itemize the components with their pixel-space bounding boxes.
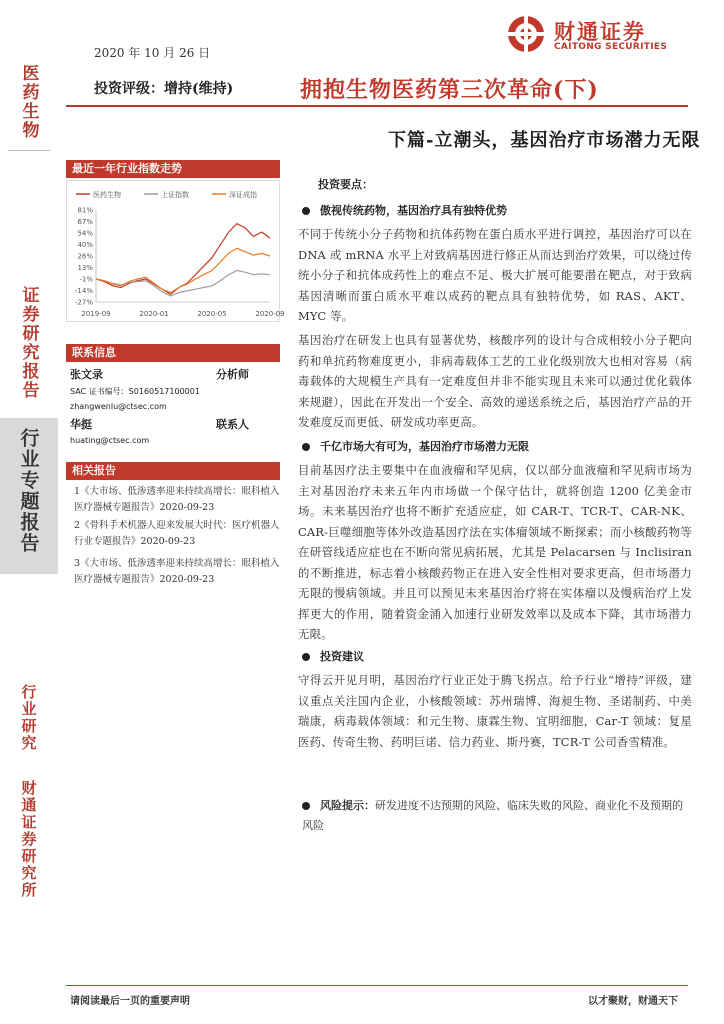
legend-label: 上证指数 [161, 191, 189, 199]
sidebar-industry [0, 64, 58, 140]
header-divider [66, 105, 688, 107]
legend-label: 医药生物 [93, 191, 121, 199]
sidebar-special-text: 行业专题报告 [17, 428, 40, 554]
analyst-role: 分析师 [216, 368, 249, 381]
point-heading-1 [302, 202, 507, 218]
series-line [96, 271, 270, 297]
y-tick-label: -27% [74, 298, 93, 307]
paragraph-2: 基因治疗在研发上也具有显著优势，核酸序列的设计与合成相较小分子靶向药和单抗药物难度更小，非病毒载体工艺的工业化级别放大也相对容易（病毒载体的大规模生产具有一定难度但并非不能实现且未来可以通过优化载体来规避），因此在开发出一个安全、高效的递送系统之后，基因治疗产品的开发难度反而更低、研发成功率更高。 [298, 333, 692, 429]
legend-label: 深证成指 [229, 191, 257, 199]
y-tick-label: -1% [79, 275, 93, 284]
risk-label: 风险提示： [320, 799, 375, 812]
sidebar-report-type-text: 证券研究报告 [18, 286, 39, 400]
related-report-item[interactable]: 1《大市场、低渗透率迎来持续高增长：眼科植入医疗器械专题报告》2020-09-23 [74, 486, 280, 513]
investment-rating: 投资评级：增持(维持) [94, 81, 234, 97]
risk-warning [302, 796, 692, 836]
bullet-icon [302, 802, 310, 810]
key-points-label: 投资要点： [318, 178, 373, 191]
series-line [96, 224, 270, 295]
footer-disclaimer: 请阅读最后一页的重要声明 [70, 996, 190, 1007]
series-line [96, 248, 270, 292]
y-tick-label: 40% [77, 241, 93, 249]
point-heading-2 [302, 438, 529, 454]
sidebar-divider [8, 150, 50, 151]
point-heading-1-text: 傲视传统药物，基因治疗具有独特优势 [320, 204, 507, 217]
y-tick-label: 26% [77, 252, 93, 261]
contact-person-name: 华挺 [70, 418, 92, 431]
caitong-logo-icon [506, 14, 546, 54]
paragraph-4: 守得云开见月明，基因治疗行业正处于腾飞拐点。给予行业“增持”评级，建议重点关注国内企业，小核酸领域：苏州瑞博、海昶生物、圣诺制药、中美瑞康，病毒载体领域：和元生物、康霖生物、宜明细胞，Car-T 领域：复星医药、传奇生物、药明巨诺、信力药业、斯丹赛，TCR-T 公司香雪精准。 [298, 673, 692, 749]
analyst-email[interactable]: zhangwenlu@ctsec.com [70, 402, 167, 411]
y-tick-label: 81% [77, 206, 93, 215]
sidebar-bottom-1-text: 行业研究 [19, 684, 38, 752]
paragraph-3: 目前基因疗法主要集中在血液瘤和罕见病，仅以部分血液瘤和罕见病市场为主对基因治疗未来五年内市场做一个保守估计，就将创造 1200 亿美金市场。未来基因治疗也将不断扩充适应症，如 CAR-T、TCR-T、CAR-NK、CAR-巨噬细胞等体外改造基因疗法在实体瘤领域不断探索；而小核酸药物等在研管线适应症也在不断向常见病拓展，尤其是 Pelacarsen 与 Inclisiran 的不断推进，标志着小核酸药物正在进入安全性相对要求更高，但市场潜力无限的慢病领域。并且可以预见未来基因治疗将在实体瘤以及慢病治疗上发挥更大的作用，随着资金涌入加速行业研发效率以及成本下降，其市场潜力无限。 [298, 463, 692, 641]
analyst-name: 张文录 [70, 368, 103, 381]
analyst-sac: SAC 证书编号：S0160517100001 [70, 387, 200, 396]
bullet-icon [302, 443, 310, 451]
chart-frame [67, 181, 280, 322]
left-sidebar [0, 0, 58, 1024]
point-heading-2-text: 千亿市场大有可为，基因治疗市场潜力无限 [320, 440, 529, 453]
x-tick-label: 2020-01 [139, 310, 169, 318]
contact-person-role: 联系人 [216, 418, 249, 431]
sidebar-bottom-1 [14, 684, 44, 752]
y-tick-label: 13% [77, 264, 93, 272]
paragraph-1: 不同于传统小分子药物和抗体药物在蛋白质水平进行调控，基因治疗可以在 DNA 或 mRNA 水平上对致病基因进行修正从而达到治疗效果，可以绕过传统小分子和抗体成药性上的难点不足、极大扩展可能要潜在靶点，对于致病基因清晰而蛋白质水平难以成药的靶点具有独特优势，如 RAS、AKT、MYC 等。 [298, 227, 692, 323]
sidebar-industry-text: 医药生物 [18, 64, 39, 140]
contact-person-email[interactable]: huating@ctsec.com [70, 436, 150, 445]
index-chart-svg [66, 180, 285, 322]
index-panel-heading: 最近一年行业指数走势 [66, 160, 280, 178]
index-chart [66, 180, 285, 322]
report-subtitle: 下篇-立潮头，基因治疗市场潜力无限 [388, 130, 701, 151]
risk-text: 研发进度不达预期的风险、临床失败的风险、商业化不及预期的风险 [302, 799, 683, 832]
point-heading-3 [302, 648, 364, 664]
bullet-icon [302, 207, 310, 215]
related-heading: 相关报告 [66, 462, 280, 480]
point-heading-3-text: 投资建议 [320, 650, 364, 663]
y-tick-label: -14% [74, 287, 93, 295]
sidebar-report-type [0, 286, 58, 400]
logo-english-name: CAITONG SECURITIES [554, 42, 668, 52]
y-tick-label: 54% [77, 229, 93, 238]
contact-heading: 联系信息 [66, 344, 280, 362]
related-report-item[interactable]: 3《大市场、低渗透率迎来持续高增长：眼科植入医疗器械专题报告》2020-09-23 [74, 558, 280, 585]
footer-slogan: 以才聚财，财通天下 [588, 996, 678, 1007]
sidebar-bottom-2 [14, 780, 44, 899]
caitong-logo [506, 14, 686, 58]
sidebar-bottom-2-text: 财通证券研究所 [19, 780, 38, 899]
sidebar-special [0, 428, 58, 554]
x-tick-label: 2019-09 [81, 310, 111, 318]
y-tick-label: 67% [77, 218, 93, 226]
footer-divider [66, 985, 688, 986]
bullet-icon [302, 653, 310, 661]
report-title: 拥抱生物医药第三次革命(下) [300, 77, 599, 103]
x-tick-label: 2020-05 [197, 310, 227, 318]
logo-chinese-name: 财通证券 [554, 19, 646, 44]
x-tick-label: 2020-09 [255, 310, 285, 318]
report-date: 2020 年 10 月 26 日 [94, 46, 211, 60]
related-report-item[interactable]: 2《骨科手术机器人迎来发展大时代：医疗机器人行业专题报告》2020-09-23 [74, 520, 280, 547]
